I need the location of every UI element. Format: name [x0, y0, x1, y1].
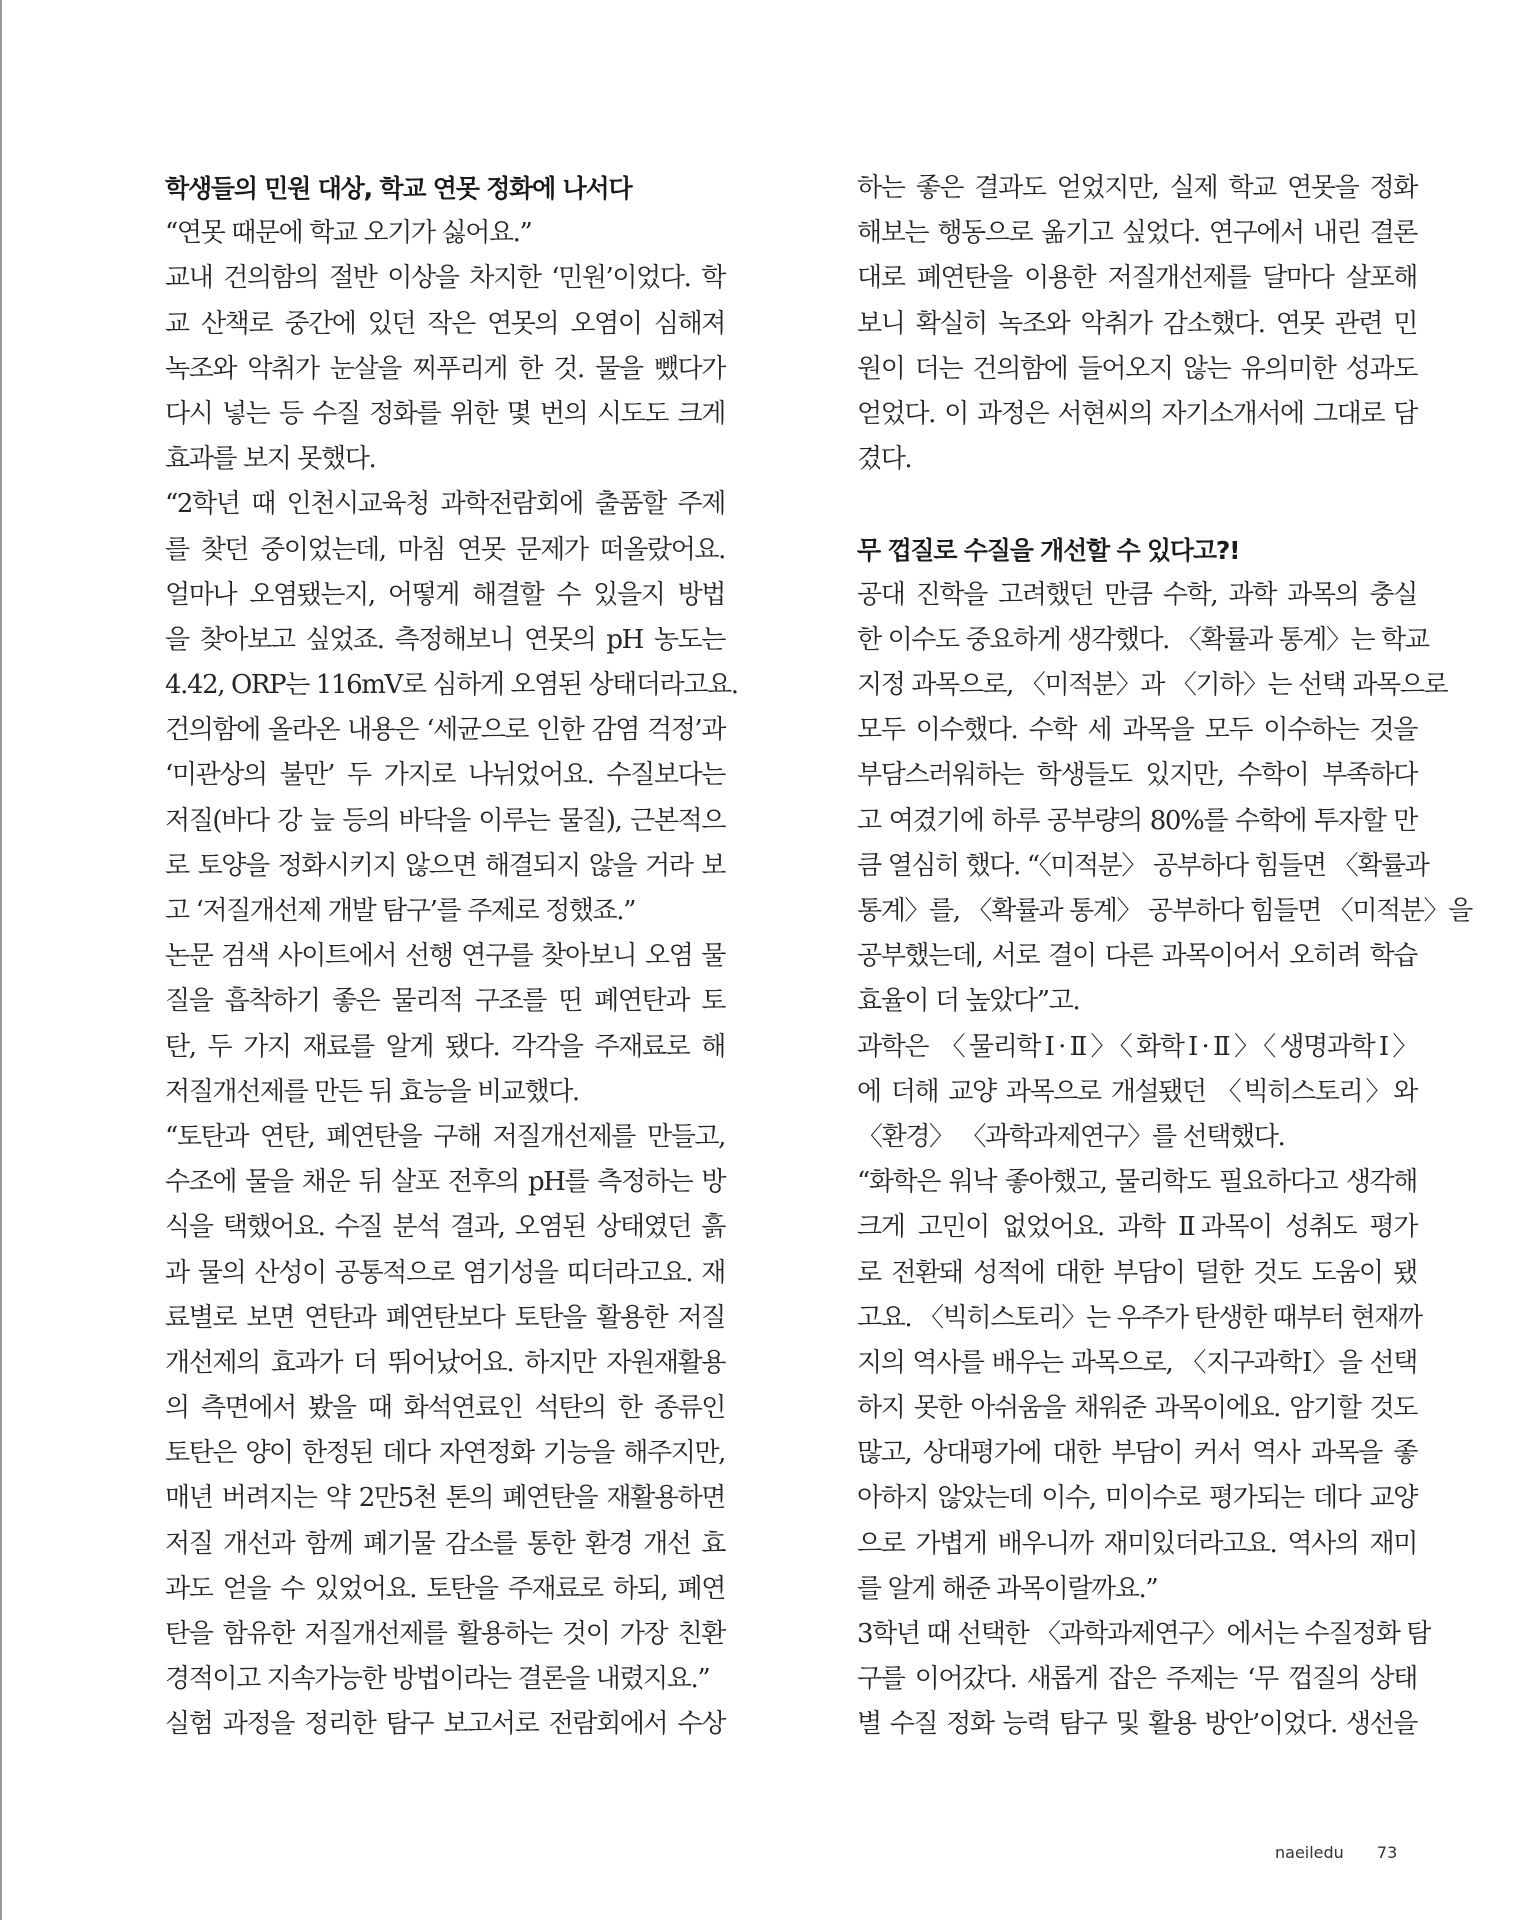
text-line: 에 더해 교양 과목으로 개설됐던 〈빅히스토리〉와: [857, 1076, 1417, 1107]
text-line: “2학년 때 인천시교육청 과학전람회에 출품할 주제: [165, 489, 725, 520]
section-heading: 학생들의 민원 대상, 학교 연못 정화에 나서다: [165, 174, 632, 203]
text-line: 토탄은 양이 한정된 데다 자연정화 기능을 해주지만,: [165, 1438, 725, 1469]
text-line: 수조에 물을 채운 뒤 살포 전후의 pH를 측정하는 방: [165, 1167, 725, 1198]
text-line: 저질(바다 강 늪 등의 바닥을 이루는 물질), 근본적으: [165, 805, 725, 836]
page-number: 73: [1376, 1843, 1398, 1862]
text-line: 한 이수도 중요하게 생각했다. 〈확률과 통계〉는 학교: [857, 624, 1429, 655]
text-line: 효과를 보지 못했다.: [165, 444, 376, 475]
left-column: [165, 166, 738, 1748]
text-line: “화학은 워낙 좋아했고, 물리학도 필요하다고 생각해: [857, 1167, 1417, 1198]
text-line: 지정 과목으로, 〈미적분〉과 〈기하〉는 선택 과목으로: [857, 670, 1448, 701]
text-line: 논문 검색 사이트에서 선행 연구를 찾아보니 오염 물: [165, 941, 725, 972]
text-line: 료별로 보면 연탄과 폐연탄보다 토탄을 활용한 저질: [165, 1302, 725, 1333]
text-line: 를 찾던 중이었는데, 마침 연못 문제가 떠올랐어요.: [165, 534, 725, 565]
text-line: 개선제의 효과가 더 뛰어났어요. 하지만 자원재활용: [165, 1347, 725, 1378]
right-column: [857, 166, 1472, 1748]
page-footer: [1275, 1843, 1397, 1862]
right-column-body-top: [857, 166, 1417, 482]
text-line: 과 물의 산성이 공통적으로 염기성을 띠더라고요. 재: [165, 1257, 725, 1288]
text-line: 를 알게 해준 과목이랄까요.”: [857, 1573, 1158, 1604]
text-line: 보니 확실히 녹조와 악취가 감소했다. 연못 관련 민: [857, 308, 1417, 339]
text-line: 저질개선제를 만든 뒤 효능을 비교했다.: [165, 1076, 579, 1107]
text-line: 얻었다. 이 과정은 서현씨의 자기소개서에 그대로 담: [857, 398, 1417, 429]
section-heading: 무 껍질로 수질을 개선할 수 있다고?!: [857, 535, 1240, 565]
text-line: 큼 열심히 했다. “〈미적분〉 공부하다 힘들면 〈확률과: [857, 850, 1429, 881]
text-line: 하는 좋은 결과도 얻었지만, 실제 학교 연못을 정화: [857, 173, 1417, 203]
text-line: 질을 흡착하기 좋은 물리적 구조를 띤 폐연탄과 토: [165, 986, 725, 1017]
text-line: 교내 건의함의 절반 이상을 차지한 ‘민원’이었다. 학: [165, 263, 725, 294]
text-line: 저질 개선과 함께 폐기물 감소를 통한 환경 개선 효: [165, 1528, 725, 1559]
text-line: 부담스러워하는 학생들도 있지만, 수학이 부족하다: [857, 760, 1417, 791]
text-line: 의 측면에서 봤을 때 화석연료인 석탄의 한 종류인: [165, 1393, 725, 1424]
text-line: 실험 과정을 정리한 탐구 보고서로 전람회에서 수상: [165, 1709, 725, 1740]
section-spacer: [857, 482, 1417, 527]
text-line: 교 산책로 중간에 있던 작은 연못의 오염이 심해져: [165, 308, 725, 339]
text-line: 공부했는데, 서로 결이 다른 과목이어서 오히려 학습: [857, 941, 1417, 972]
text-line: 녹조와 악취가 눈살을 찌푸리게 한 것. 물을 뺐다가: [165, 353, 725, 384]
text-line: 을 찾아보고 싶었죠. 측정해보니 연못의 pH 농도는: [165, 624, 725, 655]
text-line: 지의 역사를 배우는 과목으로, 〈지구과학Ⅰ〉을 선택: [857, 1347, 1417, 1378]
text-line: 탄, 두 가지 재료를 알게 됐다. 각각을 주재료로 해: [165, 1031, 725, 1062]
text-line: 고 ‘저질개선제 개발 탐구’를 주제로 정했죠.”: [165, 896, 635, 926]
text-line: 탄을 함유한 저질개선제를 활용하는 것이 가장 친환: [165, 1619, 725, 1649]
text-line: 3학년 때 선택한 〈과학과제연구〉에서는 수질정화 탐: [857, 1619, 1430, 1649]
text-line: 공대 진학을 고려했던 만큼 수학, 과학 과목의 충실: [857, 579, 1417, 610]
text-line: 크게 고민이 없었어요. 과학 Ⅱ과목이 성취도 평가: [857, 1212, 1417, 1243]
text-line: 아하지 않았는데 이수, 미이수로 평가되는 데다 교양: [857, 1483, 1417, 1514]
text-line: 해보는 행동으로 옮기고 싶었다. 연구에서 내린 결론: [857, 218, 1417, 249]
text-line: 과도 얻을 수 있었어요. 토탄을 주재료로 하되, 폐연: [165, 1573, 725, 1604]
page-edge-rule: [0, 0, 2, 1920]
text-line: 과학은 〈물리학Ⅰ·Ⅱ〉〈화학Ⅰ·Ⅱ〉〈생명과학Ⅰ〉: [857, 1031, 1417, 1062]
right-column-body-bottom: [857, 573, 1472, 1748]
text-line: 통계〉를, 〈확률과 통계〉 공부하다 힘들면 〈미적분〉을: [857, 896, 1472, 926]
text-line: 고요. 〈빅히스토리〉는 우주가 탄생한 때부터 현재까: [857, 1302, 1422, 1333]
text-line: 식을 택했어요. 수질 분석 결과, 오염된 상태였던 흙: [165, 1212, 725, 1243]
text-line: 〈환경〉 〈과학과제연구〉를 선택했다.: [857, 1121, 1285, 1152]
text-line: 대로 폐연탄을 이용한 저질개선제를 달마다 살포해: [857, 263, 1417, 294]
text-line: “토탄과 연탄, 폐연탄을 구해 저질개선제를 만들고,: [165, 1121, 725, 1152]
text-line: 별 수질 정화 능력 탐구 및 활용 방안’이었다. 생선을: [857, 1709, 1417, 1740]
text-line: 하지 못한 아쉬움을 채워준 과목이에요. 암기할 것도: [857, 1393, 1417, 1424]
text-line: 으로 가볍게 배우니까 재미있더라고요. 역사의 재미: [857, 1528, 1417, 1559]
text-line: “연못 때문에 학교 오기가 싫어요.”: [165, 218, 532, 249]
text-line: 모두 이수했다. 수학 세 과목을 모두 이수하는 것을: [857, 715, 1417, 746]
text-line: 경적이고 지속가능한 방법이라는 결론을 내렸지요.”: [165, 1664, 710, 1695]
text-line: 고 여겼기에 하루 공부량의 80%를 수학에 투자할 만: [857, 805, 1417, 836]
text-line: 로 토양을 정화시키지 않으면 해결되지 않을 거라 보: [165, 850, 725, 881]
text-line: 매년 버려지는 약 2만5천 톤의 폐연탄을 재활용하면: [165, 1483, 725, 1514]
text-line: 원이 더는 건의함에 들어오지 않는 유의미한 성과도: [857, 353, 1417, 384]
text-line: 효율이 더 높았다”고.: [857, 986, 1080, 1017]
text-line: 건의함에 올라온 내용은 ‘세균으로 인한 감염 걱정’과: [165, 715, 725, 746]
left-column-body: [165, 211, 738, 1747]
text-line: ‘미관상의 불만’ 두 가지로 나뉘었어요. 수질보다는: [165, 760, 725, 791]
text-line: 4.42, ORP는 116mV로 심하게 오염된 상태더라고요.: [165, 670, 738, 701]
text-line: 겼다.: [857, 444, 912, 475]
text-line: 구를 이어갔다. 새롭게 잡은 주제는 ‘무 껍질의 상태: [857, 1664, 1417, 1695]
footer-brand: naeiledu: [1275, 1843, 1344, 1862]
text-line: 다시 넣는 등 수질 정화를 위한 몇 번의 시도도 크게: [165, 398, 725, 429]
text-line: 얼마나 오염됐는지, 어떻게 해결할 수 있을지 방법: [165, 579, 725, 610]
text-line: 로 전환돼 성적에 대한 부담이 덜한 것도 도움이 됐: [857, 1257, 1417, 1288]
text-line: 많고, 상대평가에 대한 부담이 커서 역사 과목을 좋: [857, 1438, 1417, 1469]
